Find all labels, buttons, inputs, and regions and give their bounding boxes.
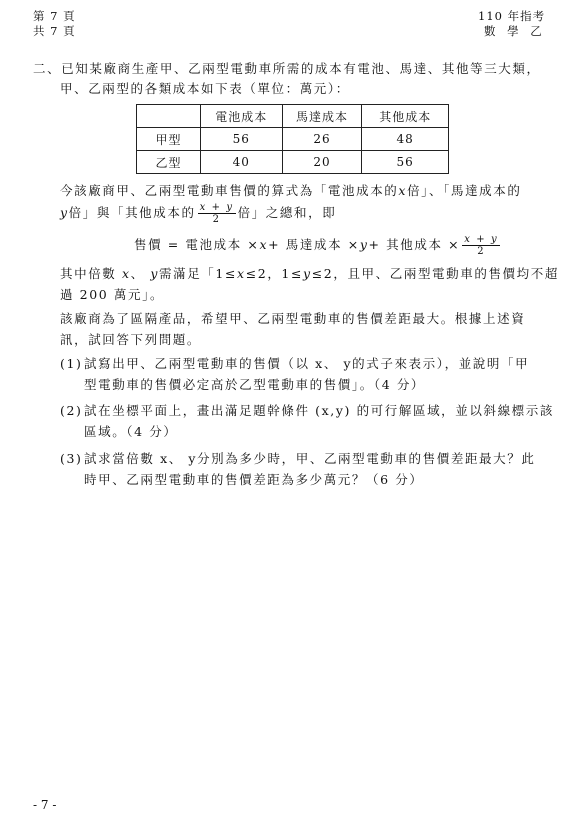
- sub2-line2: 區域。（4 分）: [84, 424, 178, 439]
- sub3-line1: 試求當倍數 x、 y分別為多少時，甲、乙兩型電動車的售價差距最大？此: [84, 451, 536, 466]
- table-cell: 26: [282, 128, 362, 151]
- sub1-line1: 試寫出甲、乙兩型電動車的售價（以 x、 y的式子來表示），並說明「甲: [84, 356, 530, 371]
- para1-line2: y倍」與「其他成本的 $\frac{x + y}{2}$ 倍」之總和，即: [60, 202, 337, 225]
- exam-name: 110 年指考: [478, 9, 546, 23]
- row-label: 甲型: [137, 128, 201, 151]
- table-header-cell: 馬達成本: [282, 105, 362, 128]
- page-label: 第 7 頁: [33, 9, 76, 23]
- para3-line2: 訊，試回答下列問題。: [60, 332, 202, 347]
- table-cell: 56: [200, 128, 282, 151]
- table-header-row: [137, 105, 449, 128]
- row-label: 乙型: [137, 151, 201, 174]
- question-intro-line2: 甲、乙兩型的各類成本如下表（單位：萬元）：: [60, 81, 350, 96]
- para1-line1: 今該廠商甲、乙兩型電動車售價的算式為「電池成本的x倍」、「馬達成本的: [60, 183, 522, 198]
- table-cell: 56: [362, 151, 449, 174]
- sub3-line2: 時甲、乙兩型電動車的售價差距為多少萬元？（6 分）: [84, 472, 424, 487]
- question-intro-line1: 二、已知某廠商生產甲、乙兩型電動車所需的成本有電池、馬達、其他等三大類，: [33, 61, 541, 76]
- table-header-cell: 其他成本: [362, 105, 449, 128]
- cost-table: [136, 104, 449, 174]
- table-header-cell: [137, 105, 201, 128]
- para3-line1: 該廠商為了區隔產品，希望甲、乙兩型電動車的售價差距最大。根據上述資: [60, 311, 526, 326]
- subject: 數 學 乙: [484, 24, 546, 38]
- sub2-line1: 試在坐標平面上，畫出滿足題幹條件 (x,y) 的可行解區域，並以斜線標示該: [84, 403, 554, 418]
- total-pages: 共 7 頁: [33, 24, 76, 38]
- fraction-x-plus-y-over-2: $\frac{x + y}{2}$: [464, 234, 499, 257]
- para2-line1: 其中倍數 x、 y需滿足「1≤x≤2，1≤y≤2，且甲、乙兩型電動車的售價均不超: [60, 266, 559, 281]
- fraction-x-plus-y-over-2: $\frac{x + y}{2}$: [199, 202, 234, 225]
- table-header-cell: 電池成本: [200, 105, 282, 128]
- sub2-number: (2): [60, 403, 83, 418]
- table-cell: 40: [200, 151, 282, 174]
- sub1-line2: 型電動車的售價必定高於乙型電動車的售價」。（4 分）: [84, 377, 426, 392]
- table-row: [137, 128, 449, 151]
- price-formula: 售價 = 電池成本 ×x+ 馬達成本 ×y+ 其他成本 × $\frac{x + y}{2}$: [134, 234, 499, 257]
- table-cell: 48: [362, 128, 449, 151]
- table-row: [137, 151, 449, 174]
- sub1-number: (1): [60, 356, 83, 371]
- para2-line2: 過 200 萬元」。: [60, 287, 165, 302]
- table-cell: 20: [282, 151, 362, 174]
- page-number: - 7 -: [33, 798, 57, 812]
- sub3-number: (3): [60, 451, 83, 466]
